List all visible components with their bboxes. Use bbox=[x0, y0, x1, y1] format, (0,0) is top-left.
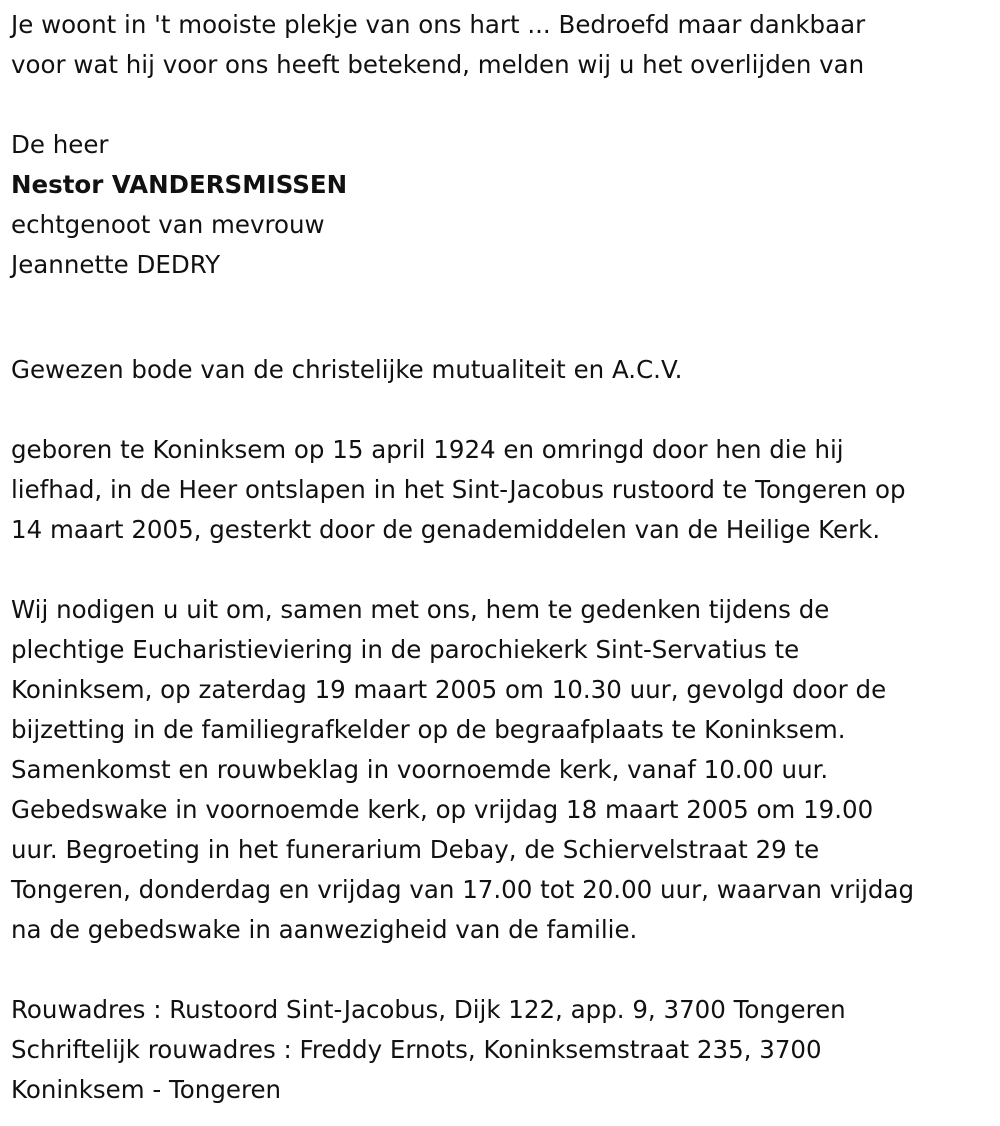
invitation-line: Gebedswake in voornoemde kerk, op vrijdag 18 maart 2005 om 19.00 bbox=[11, 795, 874, 824]
salutation: De heer bbox=[11, 130, 109, 159]
deceased-name: Nestor VANDERSMISSEN bbox=[11, 170, 348, 199]
birth-death-paragraph bbox=[11, 430, 906, 550]
spouse-relation: echtgenoot van mevrouw bbox=[11, 210, 325, 239]
invitation-line: Samenkomst en rouwbeklag in voornoemde kerk, vanaf 10.00 uur. bbox=[11, 755, 829, 784]
invitation-line: bijzetting in de familiegrafkelder op de begraafplaats te Koninksem. bbox=[11, 715, 846, 744]
invitation-line: Koninksem, op zaterdag 19 maart 2005 om 10.30 uur, gevolgd door de bbox=[11, 675, 887, 704]
written-mourning-address: Schriftelijk rouwadres : Freddy Ernots, Koninksemstraat 235, 3700 bbox=[11, 1035, 822, 1064]
birth-death-line: 14 maart 2005, gesterkt door de genademiddelen van de Heilige Kerk. bbox=[11, 515, 881, 544]
deceased-block bbox=[11, 125, 347, 285]
invitation-line: na de gebedswake in aanwezigheid van de familie. bbox=[11, 915, 638, 944]
occupation-paragraph bbox=[11, 350, 682, 390]
intro-line: Je woont in 't mooiste plekje van ons hart ... Bedroefd maar dankbaar bbox=[11, 10, 866, 39]
intro-line: voor wat hij voor ons heeft betekend, melden wij u het overlijden van bbox=[11, 50, 865, 79]
mourning-address: Rouwadres : Rustoord Sint-Jacobus, Dijk 122, app. 9, 3700 Tongeren bbox=[11, 995, 846, 1024]
birth-death-line: geboren te Koninksem op 15 april 1924 en omringd door hen die hij bbox=[11, 435, 844, 464]
address-paragraph bbox=[11, 990, 846, 1110]
intro-paragraph bbox=[11, 5, 865, 85]
invitation-line: Wij nodigen u uit om, samen met ons, hem te gedenken tijdens de bbox=[11, 595, 830, 624]
invitation-line: Tongeren, donderdag en vrijdag van 17.00 tot 20.00 uur, waarvan vrijdag bbox=[11, 875, 915, 904]
invitation-line: plechtige Eucharistieviering in de parochiekerk Sint-Servatius te bbox=[11, 635, 800, 664]
spouse-name: Jeannette DEDRY bbox=[11, 250, 221, 279]
written-mourning-address-cont: Koninksem - Tongeren bbox=[11, 1075, 282, 1104]
invitation-line: uur. Begroeting in het funerarium Debay, de Schiervelstraat 29 te bbox=[11, 835, 820, 864]
invitation-paragraph bbox=[11, 590, 914, 950]
birth-death-line: liefhad, in de Heer ontslapen in het Sint-Jacobus rustoord te Tongeren op bbox=[11, 475, 906, 504]
occupation-line: Gewezen bode van de christelijke mutualiteit en A.C.V. bbox=[11, 355, 683, 384]
